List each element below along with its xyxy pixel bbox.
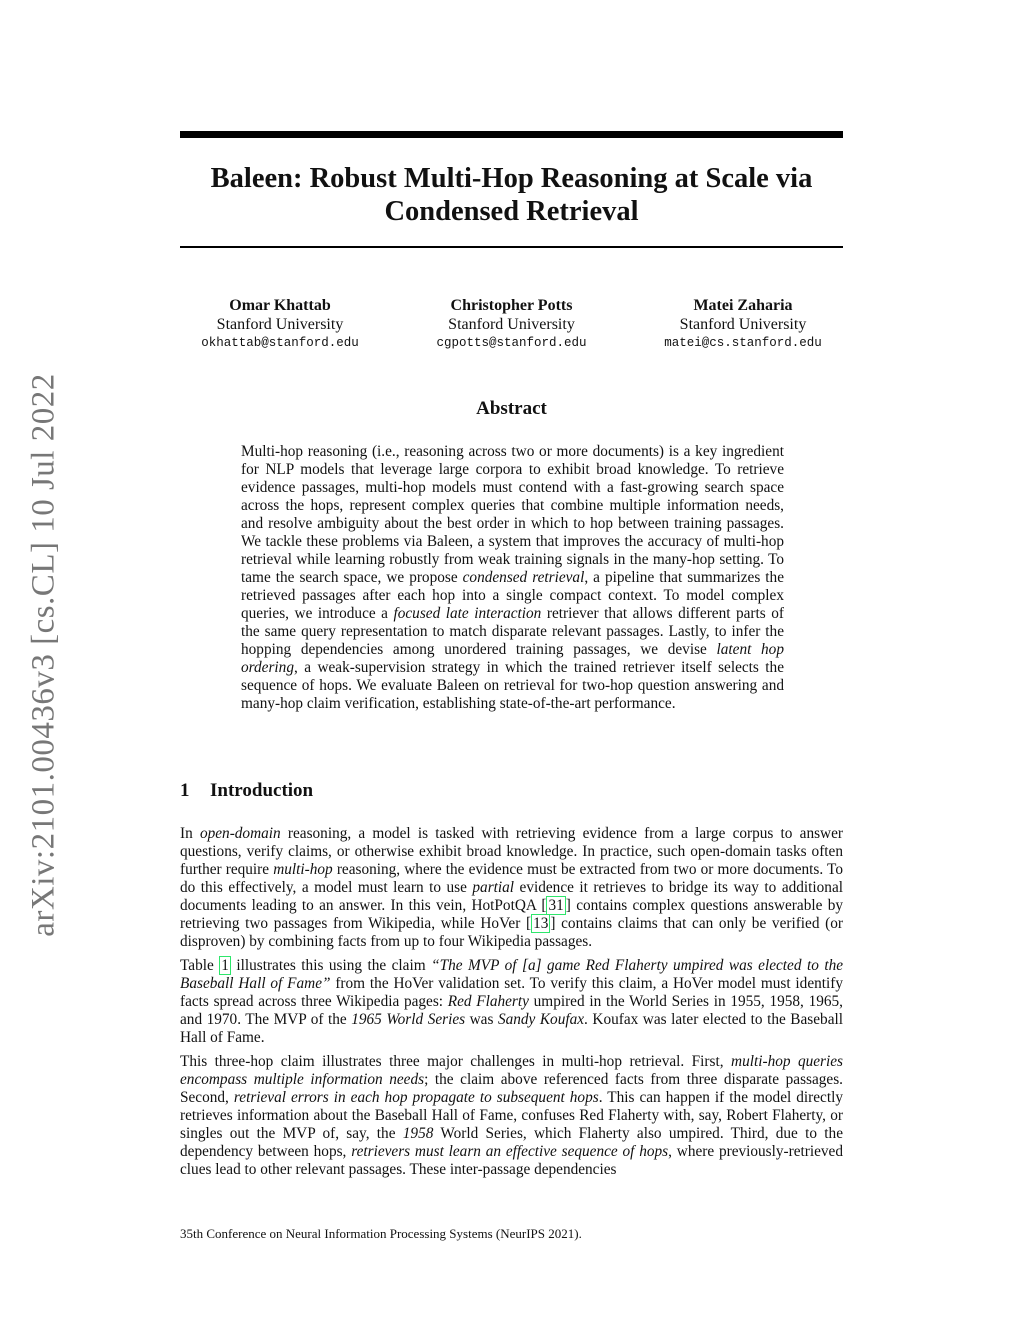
text-run: ] contains complex questions answerable by retrieving two passages from Wikipedia, while HoVer [ [180, 897, 843, 932]
author-email: matei@cs.stanford.edu [664, 336, 822, 350]
emphasis: partial [472, 879, 515, 896]
author-affiliation: Stanford University [448, 316, 575, 333]
text-run: . Koufax was later elected to the Baseball Hall of Fame. [180, 1011, 843, 1046]
text-run: from the HoVer validation set. To verify this claim, a HoVer model must identify facts spread across three Wikipedia pages: [180, 975, 843, 1010]
section-number: 1 [180, 780, 190, 801]
author-1 [180, 296, 380, 353]
text-run: In [180, 825, 200, 842]
conference-footnote: 35th Conference on Neural Information Processing Systems (NeurIPS 2021). [180, 1226, 582, 1241]
title-bottom-rule [180, 246, 843, 248]
text-run: , where previously-retrieved clues lead to other relevant passages. These inter-passage dependencies [180, 1143, 843, 1178]
author-block [180, 296, 843, 353]
paragraph-2 [180, 957, 843, 1047]
section-title: Introduction [210, 780, 314, 801]
emphasis: “The MVP of [a] game Red Flaherty umpired was elected to the Baseball Hall of Fame” [180, 957, 844, 992]
emphasis: retrievers must learn an effective sequence of hops [351, 1143, 669, 1160]
text-run: illustrates this using the claim [230, 957, 432, 974]
author-3 [643, 296, 843, 353]
emphasis: condensed retrieval [462, 569, 585, 586]
title-top-rule [180, 131, 843, 138]
author-name: Omar Khattab [229, 297, 331, 314]
author-name: Matei Zaharia [693, 297, 793, 314]
emphasis: multi-hop queries encompass multiple information needs [180, 1053, 844, 1088]
author-2 [412, 296, 612, 353]
text-run: World Series, which Flaherty also umpired. Third, due to the dependency between hops, [180, 1125, 843, 1160]
abstract-text [241, 443, 784, 713]
citation-link-31[interactable]: 31 [548, 897, 564, 914]
citation-link-13[interactable]: 13 [533, 915, 549, 932]
text-run: Table [180, 957, 220, 974]
text-run: umpired in the World Series in 1955, 1958, 1965, and 1970. The MVP of the [180, 993, 843, 1028]
text-run: reasoning, a model is tasked with retrieving evidence from a large corpus to answer questions, verify claims, or otherwise exhibit broad knowledge. In practice, such open-domain tasks often further require [180, 825, 843, 878]
author-email: cgpotts@stanford.edu [436, 336, 587, 350]
emphasis: focused late interaction [393, 605, 542, 622]
author-affiliation: Stanford University [679, 316, 807, 333]
text-run: was [465, 1011, 498, 1028]
paragraph-1 [180, 825, 843, 951]
emphasis: Sandy Koufax [497, 1011, 585, 1028]
paragraph-3 [180, 1053, 843, 1179]
text-run: retriever that allows different parts of the same query representation to match disparate relevant passages. Lastly, to infer the hopping dependencies among unordered training passages, we devise [241, 605, 784, 658]
text-run: This three-hop claim illustrates three major challenges in multi-hop retrieval. First, [180, 1053, 732, 1070]
text-run: evidence it retrieves to bridge its way to additional documents leading to an answer. In this vein, HotPotQA [ [180, 879, 843, 914]
emphasis: retrieval errors in each hop propagate to subsequent hops [233, 1089, 599, 1106]
table-link-1[interactable]: 1 [221, 957, 229, 974]
author-affiliation: Stanford University [216, 316, 344, 333]
paper-title: Baleen: Robust Multi-Hop Reasoning at Scale via Condensed Retrieval [210, 163, 813, 227]
emphasis: 1958 [402, 1125, 434, 1142]
emphasis: open-domain [199, 825, 281, 842]
text-run: reasoning, where the evidence must be extracted from two or more documents. To do this effectively, a model must learn to use [180, 861, 843, 896]
emphasis: latent hop ordering [241, 641, 784, 676]
introduction-body [180, 825, 843, 1185]
abstract-heading: Abstract [476, 398, 547, 419]
arxiv-stamp: arXiv:2101.00436v3 [cs.CL] 10 Jul 2022 [25, 373, 62, 937]
text-run: Multi-hop reasoning (i.e., reasoning across two or more documents) is a key ingredient for NLP models that leverage large corpora to exhibit broad knowledge. To retrieve evidence passages, multi-hop models must contend with a fast-growing search space across the hops, represent complex queries that combine multiple information needs, and resolve ambiguity about the best order in which to hop between training passages. We tackle these problems via Baleen, a system that improves the accuracy of multi-hop retrieval while learning robustly from weak training signals in the many-hop setting. To tame the search space, we propose [241, 443, 784, 586]
author-email: okhattab@stanford.edu [201, 336, 359, 350]
emphasis: Red Flaherty [447, 993, 529, 1010]
text-run: ; the claim above referenced facts from three disparate passages. Second, [180, 1071, 843, 1106]
text-run: , a weak-supervision strategy in which the trained retriever itself selects the sequence of hops. We evaluate Baleen on retrieval for two-hop question answering and many-hop claim verification, establishing state-of-the-art performance. [241, 659, 784, 712]
text-run: ] contains claims that can only be verified (or disproven) by combining facts from up to four Wikipedia passages. [180, 915, 844, 950]
text-run: . This can happen if the model directly retrieves information about the Baseball Hall of Fame, confuses Red Flaherty with, say, Robert Flaherty, or singles out the MVP of, say, the [180, 1089, 843, 1142]
section-heading [180, 780, 313, 802]
emphasis: multi-hop [273, 861, 333, 878]
author-name: Christopher Potts [450, 297, 573, 314]
text-run: , a pipeline that summarizes the retrieved passages after each hop into a single compact context. To model complex queries, we introduce a [241, 569, 784, 622]
emphasis: 1965 World Series [351, 1011, 466, 1028]
